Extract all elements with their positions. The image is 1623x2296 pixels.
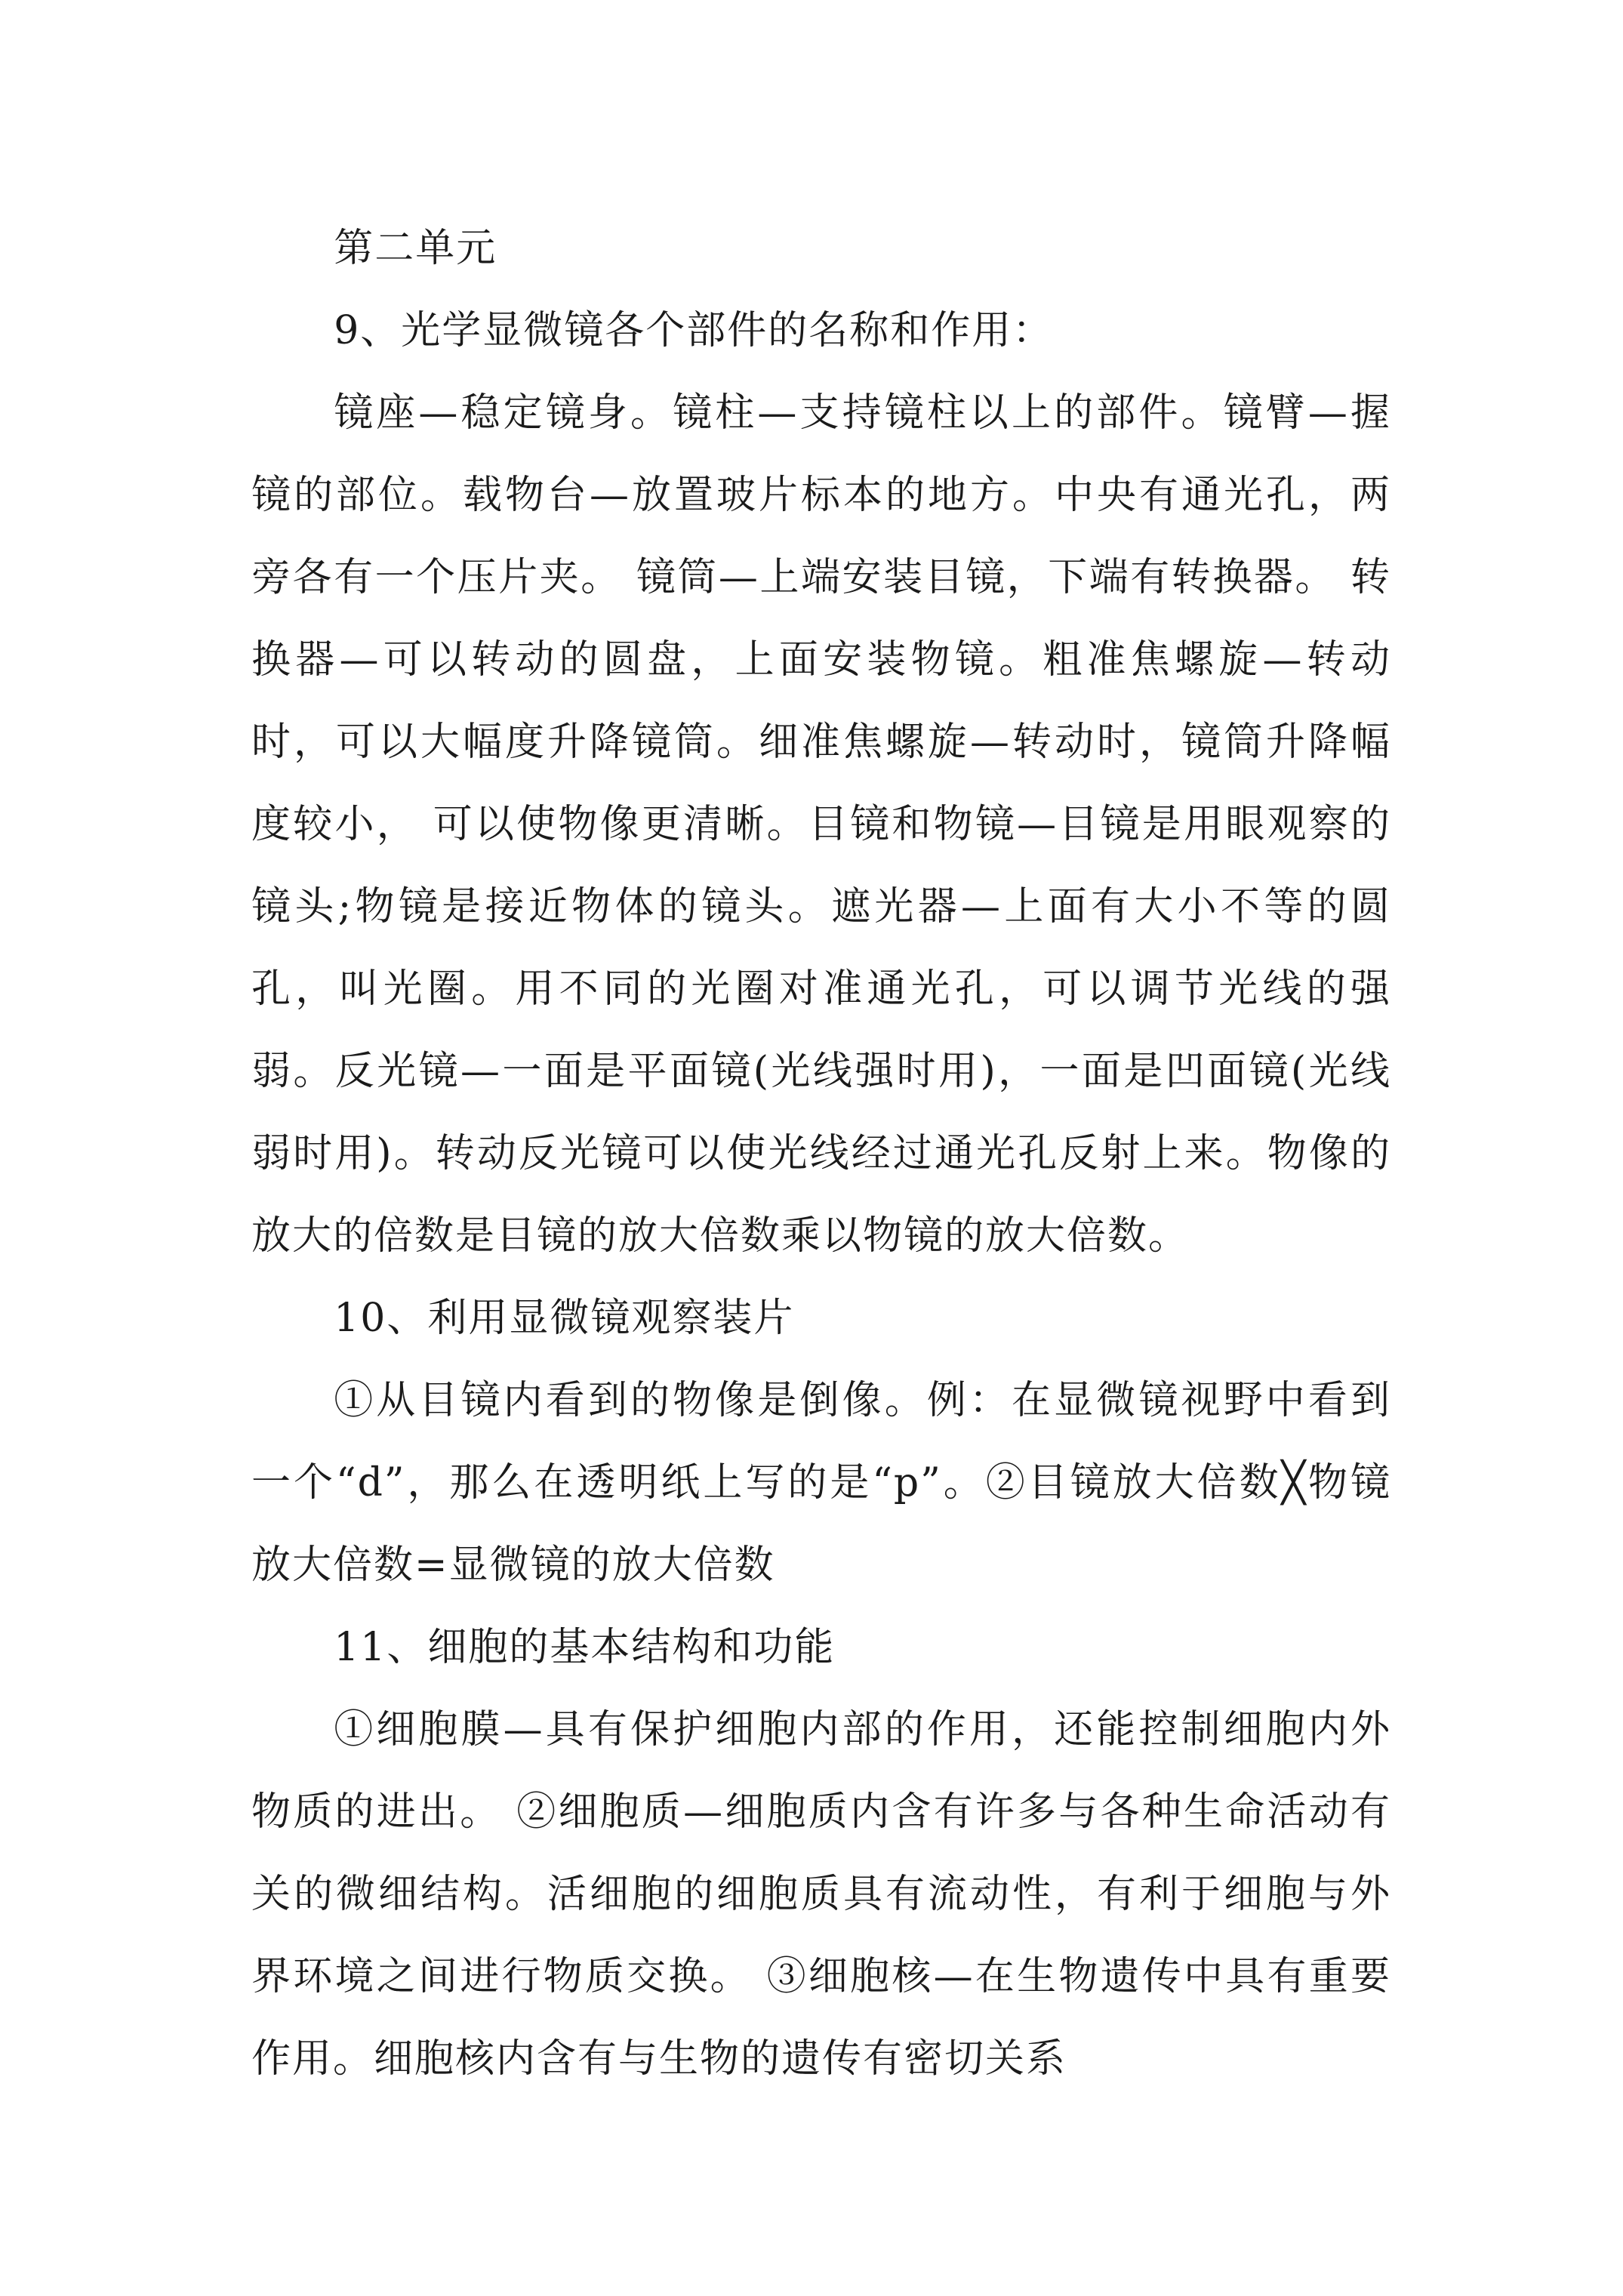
section-10-paragraph: ①从目镜内看到的物像是倒像。例：在显微镜视野中看到一个“d”，那么在透明纸上写的是“p”。②目镜放大倍数╳物镜放大倍数=显微镜的放大倍数 xyxy=(251,1378,1391,1588)
section-heading-9: 9、光学显微镜各个部件的名称和作用： xyxy=(334,308,1054,353)
section-9-paragraph: 镜座—稳定镜身。镜柱—支持镜柱以上的部件。镜臂—握镜的部位。载物台—放置玻片标本的地方。中央有通光孔，两旁各有一个压片夹。 镜筒—上端安装目镜，下端有转换器。 转换器—可以转动的圆盘，上面安装物镜。粗准焦螺旋—转动时，可以大幅度升降镜筒。细准焦螺旋—转动时，镜筒升降幅度较小， 可以使物像更清晰。目镜和物镜—目镜是用眼观察的镜头;物镜是接近物体的镜头。遮光器—上面有大小不等的圆孔，叫光圈。用不同的光圈对准通光孔，可以调节光线的强弱。反光镜—一面是平面镜(光线强时用)，一面是凹面镜(光线弱时用)。转动反光镜可以使光线经过通光孔反射上来。物像的放大的倍数是目镜的放大倍数乘以物镜的放大倍数。 xyxy=(251,390,1391,1259)
document-page xyxy=(251,208,1391,2100)
unit-title: 第二单元 xyxy=(334,226,497,271)
section-11-paragraph: ①细胞膜—具有保护细胞内部的作用，还能控制细胞内外物质的进出。 ②细胞质—细胞质内含有许多与各种生命活动有关的微细结构。活细胞的细胞质具有流动性，有利于细胞与外界环境之间进行物质交换。 ③细胞核—在生物遗传中具有重要作用。细胞核内含有与生物的遗传有密切关系 xyxy=(251,1707,1391,2082)
section-heading-10: 10、利用显微镜观察装片 xyxy=(334,1296,795,1341)
section-heading-11: 11、细胞的基本结构和功能 xyxy=(334,1625,836,1670)
